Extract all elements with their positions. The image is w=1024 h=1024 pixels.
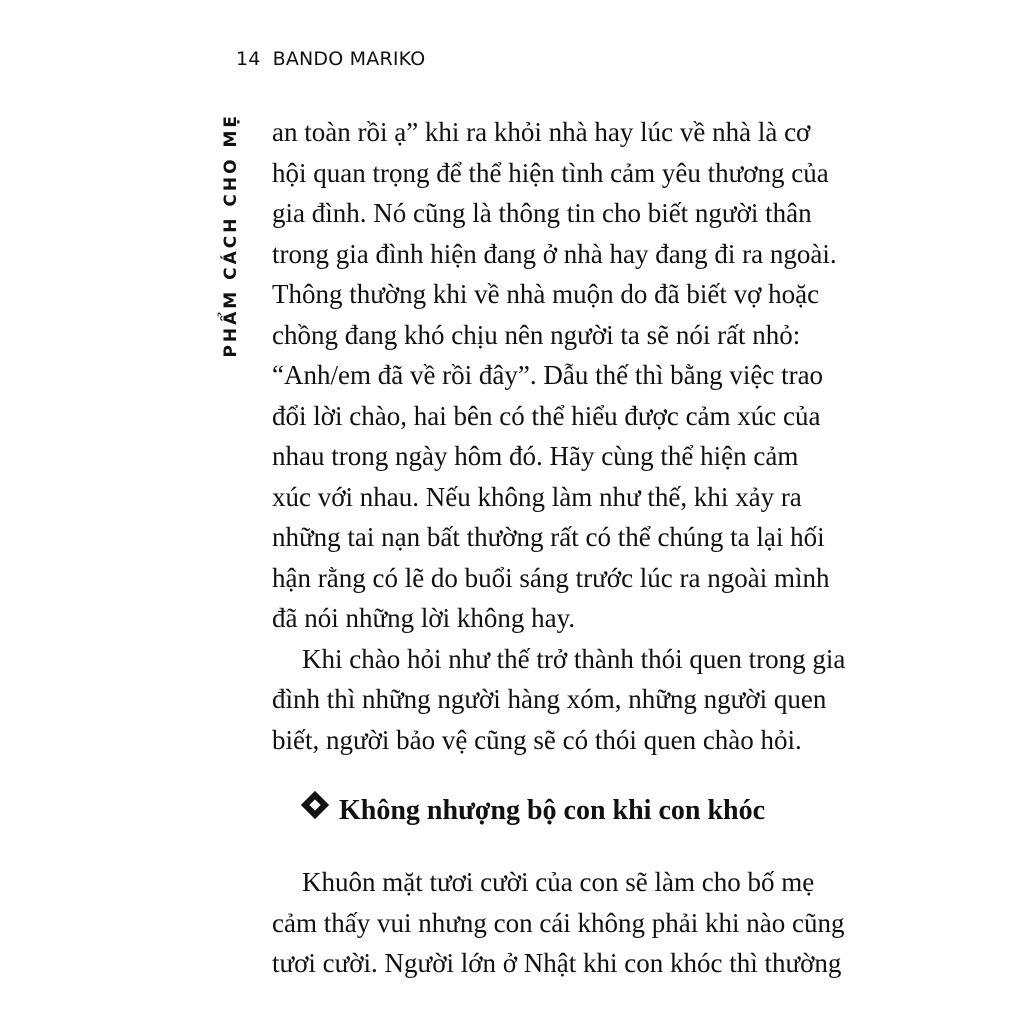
text-line: đình thì những người hàng xóm, những người quen xyxy=(272,684,827,714)
text-line: Thông thường khi về nhà muộn do đã biết vợ hoặc xyxy=(272,279,820,309)
text-line: gia đình. Nó cũng là thông tin cho biết người thân xyxy=(272,198,812,228)
text-line: đổi lời chào, hai bên có thể hiểu được cảm xúc của xyxy=(272,400,821,431)
page-number: 14 xyxy=(236,48,261,70)
text-line: hội quan trọng để thể hiện tình cảm yêu thương của xyxy=(272,157,829,188)
text-line: Khi chào hỏi như thế trở thành thói quen trong gia xyxy=(302,643,846,674)
text-line: an toàn rồi ạ” khi ra khỏi nhà hay lúc về nhà là cơ xyxy=(272,117,811,147)
body-text-top xyxy=(272,112,846,760)
text-line: “Anh/em đã về rồi đây”. Dẫu thế thì bằng việc trao xyxy=(272,360,824,390)
text-line: biết, người bảo vệ cũng sẽ có thói quen chào hỏi. xyxy=(272,724,802,755)
book-title-vertical: PHẨM CÁCH CHO MẸ xyxy=(221,113,241,358)
text-line: những tai nạn bất thường rất có thể chúng ta lại hối xyxy=(272,522,825,552)
text-line: Khuôn mặt tươi cười của con sẽ làm cho bố mẹ xyxy=(302,867,815,897)
running-header xyxy=(236,48,425,70)
text-line: xúc với nhau. Nếu không làm như thế, khi xảy ra xyxy=(272,481,802,512)
paragraph-2 xyxy=(272,639,846,761)
paragraph-1 xyxy=(272,112,837,639)
section-heading-text: Không nhượng bộ con khi con khóc xyxy=(339,795,766,826)
side-title-container xyxy=(201,113,241,358)
author-name: BANDO MARIKO xyxy=(272,48,426,70)
text-line: nhau trong ngày hôm đó. Hãy cùng thể hiện cảm xyxy=(272,441,799,471)
text-line: cảm thấy vui nhưng con cái không phải khi nào cũng xyxy=(272,907,845,938)
text-line: tươi cười. Người lớn ở Nhật khi con khóc thì thường xyxy=(272,948,842,978)
text-line: đã nói những lời không hay. xyxy=(272,603,576,633)
text-line: chồng đang khó chịu nên người ta sẽ nói rất nhỏ: xyxy=(272,319,801,350)
diamond-bullet-icon xyxy=(301,791,329,819)
body-text-bottom xyxy=(272,862,845,984)
text-line: hận rằng có lẽ do buổi sáng trước lúc ra ngoài mình xyxy=(272,562,830,593)
section-heading xyxy=(305,795,765,827)
text-line: trong gia đình hiện đang ở nhà hay đang đi ra ngoài. xyxy=(272,238,837,269)
